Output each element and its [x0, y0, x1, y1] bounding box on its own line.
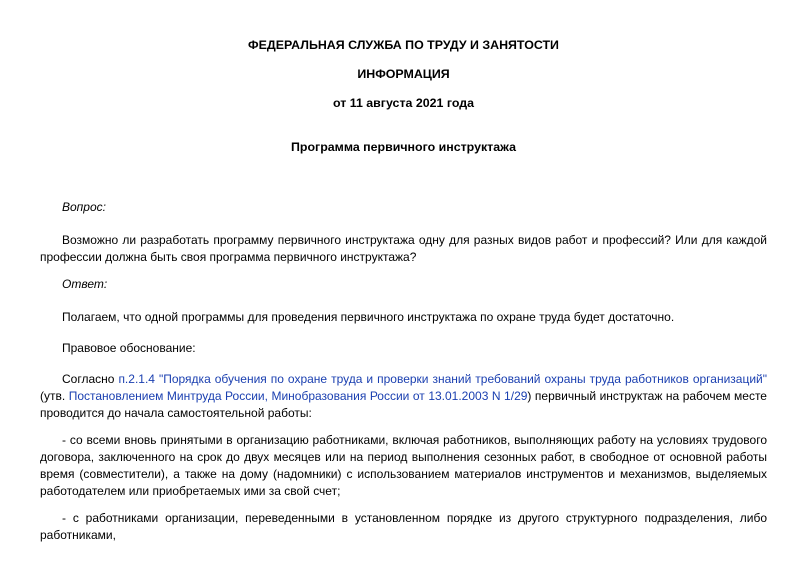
- order-clause-link[interactable]: п.2.1.4 "Порядка обучения по охране труда и проверки знаний требований охраны труда работников организаций": [118, 372, 768, 386]
- bullet-new-employees: - со всеми вновь принятыми в организацию работниками, включая работников, выполняющих работу на условиях трудового договора, заключенного на срок до двух месяцев или на период выполнения сезонных работ, в свободное от основной работы время (совместители), а также на дому (надомники) с использованием материалов инструментов и механизмов, выделяемых работодателем или приобретаемых ими за свой счет;: [40, 433, 767, 498]
- legal-basis-paragraph: [40, 371, 767, 422]
- answer-text: Полагаем, что одной программы для проведения первичного инструктажа по охране труда будет достаточно.: [62, 310, 675, 324]
- legal-para-suffix: ) первичный инструктаж на рабочем месте проводится до начала самостоятельной работы:: [40, 389, 767, 420]
- legal-para-prefix: Согласно: [62, 372, 119, 386]
- question-label: Вопрос:: [62, 200, 106, 214]
- legal-basis-label: Правовое обоснование:: [62, 341, 196, 355]
- resolution-link[interactable]: Постановлением Минтруда России, Минобразования России от 13.01.2003 N 1/29: [68, 389, 528, 403]
- question-text: Возможно ли разработать программу первичного инструктажа одну для разных видов работ и профессий? Или для каждой профессии должна быть своя программа первичного инструктажа?: [40, 233, 767, 264]
- document-title: Программа первичного инструктажа: [291, 140, 516, 154]
- bullet-transferred-employees: - с работниками организации, переведенными в установленном порядке из другого структурного подразделения, либо работниками,: [40, 511, 767, 542]
- legal-para-middle: (утв.: [40, 389, 69, 403]
- doc-type-heading: ИНФОРМАЦИЯ: [357, 67, 450, 81]
- answer-label: Ответ:: [62, 277, 108, 291]
- agency-heading: ФЕДЕРАЛЬНАЯ СЛУЖБА ПО ТРУДУ И ЗАНЯТОСТИ: [248, 38, 559, 52]
- doc-date: от 11 августа 2021 года: [332, 96, 475, 110]
